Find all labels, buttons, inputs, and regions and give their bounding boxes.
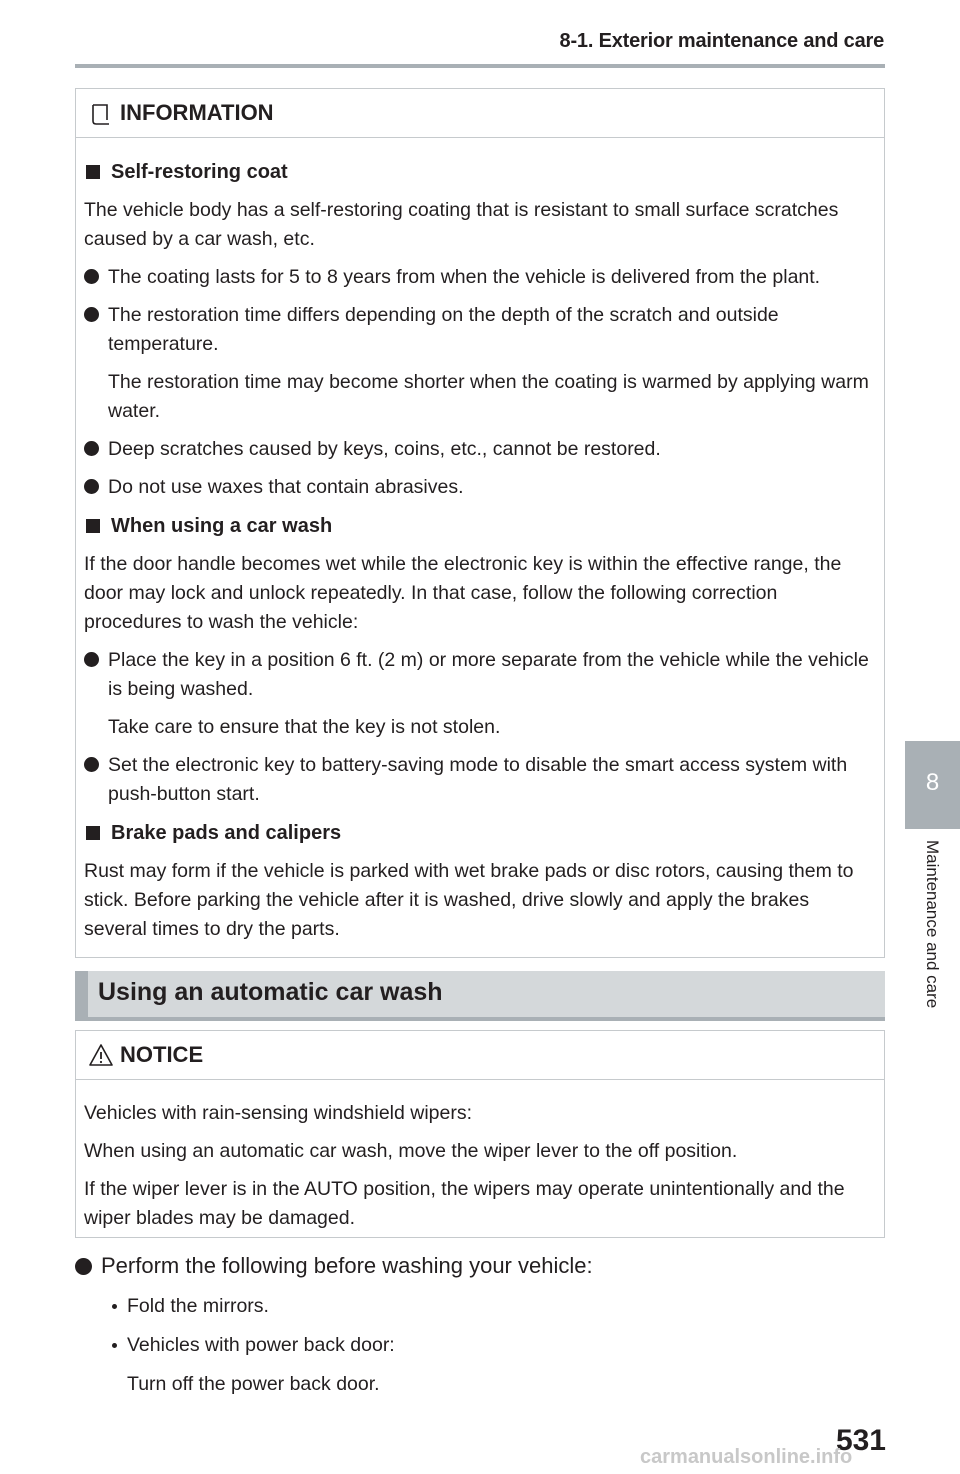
bullet-icon — [84, 757, 99, 772]
information-header — [76, 89, 884, 138]
small-bullet-icon — [112, 1304, 117, 1309]
square-bullet-icon — [86, 165, 100, 179]
square-bullet-icon — [86, 826, 100, 840]
notice-line: Vehicles with rain-sensing windshield wipers: — [84, 1102, 473, 1124]
notice-header — [76, 1031, 884, 1080]
indented-text: The restoration time may become shorter when the coating is warmed by applying warm water. — [108, 371, 869, 422]
information-box — [75, 88, 885, 958]
square-bullet-icon — [86, 519, 100, 533]
list-item: The coating lasts for 5 to 8 years from when the vehicle is delivered from the plant. — [84, 263, 872, 292]
chapter-tab[interactable] — [905, 741, 960, 829]
sub-item: Vehicles with power back door: — [107, 1331, 395, 1360]
bullet-icon — [75, 1258, 92, 1275]
information-title: INFORMATION — [120, 100, 274, 125]
section-bar — [75, 971, 88, 1021]
bullet-icon — [84, 652, 99, 667]
list-item: Place the key in a position 6 ft. (2 m) or more separate from the vehicle while the vehicle is being washed. — [84, 646, 872, 704]
heading-brake-pads: Brake pads and calipers — [84, 819, 872, 847]
paragraph: If the door handle becomes wet while the electronic key is within the effective range, the door may lock and unlock repeatedly. In that case, follow the following correction procedures to wash the vehicle: — [84, 553, 842, 633]
indented-text: Take care to ensure that the key is not stolen. — [108, 716, 501, 738]
list-item: The restoration time differs depending on the depth of the scratch and outside temperature. — [84, 301, 872, 359]
page-header-title: 8-1. Exterior maintenance and care — [559, 30, 884, 52]
list-item: Set the electronic key to battery-saving mode to disable the smart access system with push-button start. — [84, 751, 872, 809]
section-heading — [75, 971, 885, 1021]
warning-icon — [88, 1043, 114, 1067]
chapter-label: Maintenance and care — [923, 840, 942, 1009]
bullet-icon — [84, 307, 99, 322]
bullet-icon — [84, 441, 99, 456]
small-bullet-icon — [112, 1343, 117, 1348]
list-item: Do not use waxes that contain abrasives. — [84, 473, 872, 502]
heading-self-restoring: Self-restoring coat — [84, 158, 872, 186]
bullet-icon — [84, 479, 99, 494]
information-icon — [90, 103, 112, 127]
watermark: carmanualsonline.info — [640, 1446, 853, 1468]
section-title: Using an automatic car wash — [98, 978, 443, 1006]
paragraph: The vehicle body has a self-restoring coating that is resistant to small surface scratches caused by a car wash, etc. — [84, 199, 839, 250]
notice-line: If the wiper lever is in the AUTO position, the wipers may operate unintentionally and the wiper blades may be damaged. — [84, 1178, 845, 1229]
notice-title: NOTICE — [120, 1042, 204, 1067]
header-rule — [75, 64, 885, 68]
sub-item-continued: Turn off the power back door. — [127, 1373, 380, 1395]
bullet-icon — [84, 269, 99, 284]
notice-box — [75, 1030, 885, 1238]
notice-line: When using an automatic car wash, move the wiper lever to the off position. — [84, 1140, 738, 1162]
main-bullet: Perform the following before washing your vehicle: — [75, 1251, 593, 1281]
sub-item: Fold the mirrors. — [107, 1292, 269, 1321]
paragraph: Rust may form if the vehicle is parked with wet brake pads or disc rotors, causing them to stick. Before parking the vehicle after it is washed, drive slowly and apply the brakes several times to dry the parts. — [84, 860, 854, 940]
heading-car-wash: When using a car wash — [84, 512, 872, 540]
chapter-number: 8 — [925, 769, 940, 796]
page-number: 531 — [835, 1424, 886, 1457]
list-item: Deep scratches caused by keys, coins, etc., cannot be restored. — [84, 435, 872, 464]
